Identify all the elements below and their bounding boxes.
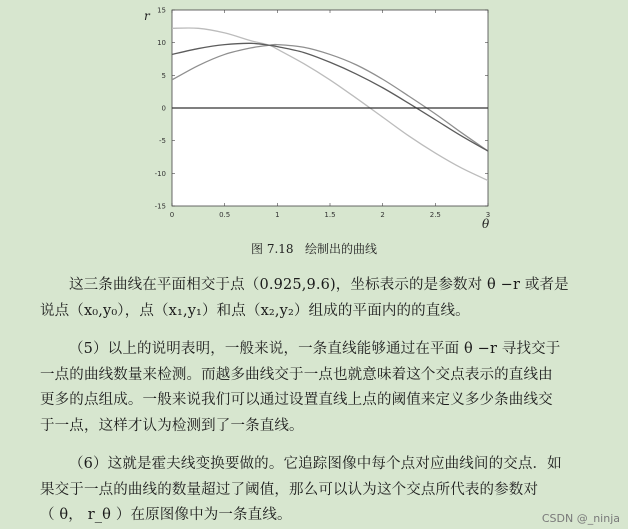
y-tick-label: 15	[157, 6, 166, 15]
paragraph-line: 这三条曲线在平面相交于点（0.925,9.6)，坐标表示的是参数对 θ −r 或者是	[69, 277, 569, 293]
paragraph-hough	[40, 452, 628, 529]
paragraph-line: （5）以上的说明表明，一般来说，一条直线能够通过在平面 θ −r 寻找交于	[69, 341, 561, 357]
figure	[140, 2, 500, 234]
paragraph-line: （6）这就是霍夫线变换要做的。它追踪图像中每个点对应曲线间的交点．如	[69, 456, 562, 472]
y-tick-label: 5	[161, 71, 166, 80]
paragraph-detection	[40, 337, 628, 439]
x-tick-label: 2	[380, 211, 385, 219]
paragraph-line: 于一点，这样才认为检测到了一条直线。	[40, 417, 304, 434]
x-tick-label: 2.5	[429, 211, 441, 219]
y-tick-label: -5	[159, 137, 166, 146]
x-tick-label: 1	[275, 211, 280, 219]
x-tick-label: 3	[485, 211, 491, 219]
figure-caption: 图 7.18 绘制出的曲线	[251, 242, 377, 256]
paragraph-line: 果交于一点的曲线的数量超过了阈值，那么可以认为这个交点所代表的参数对	[40, 481, 539, 498]
paragraph-line: 说点（x₀,y₀），点（x₁,y₁）和点（x₂,y₂）组成的平面内的的直线。	[40, 302, 470, 319]
paragraph-line: 一点的曲线数量来检测。而越多曲线交于一点也就意味着这个交点表示的直线由	[40, 366, 553, 383]
x-tick-label: 0.5	[219, 211, 231, 219]
y-tick-label: 0	[161, 104, 166, 113]
paragraph-line: 更多的点组成。一般来说我们可以通过设置直线上点的阈值来定义多少条曲线交	[40, 392, 553, 408]
paragraph-line: （ θ， r_θ ）在原图像中为一条直线。	[40, 507, 292, 523]
line-chart	[140, 2, 500, 234]
x-axis-label: θ	[482, 217, 490, 231]
paragraph-intersection	[40, 273, 628, 324]
y-tick-label: -15	[154, 202, 166, 211]
y-tick-label: -10	[154, 169, 166, 178]
x-tick-label: 0	[169, 211, 175, 219]
y-tick-label: 10	[157, 39, 166, 48]
x-tick-label: 1.5	[324, 211, 336, 219]
y-axis-label: r	[144, 9, 150, 23]
watermark: CSDN @_ninja	[541, 512, 620, 525]
